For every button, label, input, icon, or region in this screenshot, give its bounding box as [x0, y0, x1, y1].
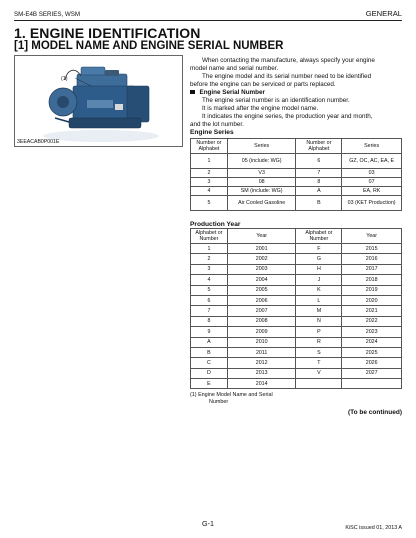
table-cell: 8	[296, 178, 342, 187]
table-cell: 2010	[227, 337, 296, 347]
figure-legend-line: Number	[209, 399, 229, 405]
table-cell: 2015	[342, 244, 402, 254]
table-cell: M	[296, 306, 342, 316]
production-year-heading: Production Year	[190, 221, 241, 228]
table-row	[191, 254, 402, 264]
table-cell: 2024	[342, 337, 402, 347]
engine-series-heading: Engine Series	[190, 129, 234, 136]
table-cell: 2014	[227, 379, 296, 389]
table-header: Series	[342, 139, 402, 154]
table-cell: 2009	[227, 327, 296, 337]
table-cell: A	[191, 337, 228, 347]
table-cell: C	[191, 358, 228, 368]
table-cell: T	[296, 358, 342, 368]
header-manual-title: SM-E4B SERIES, WSM	[14, 11, 81, 18]
table-cell: 2026	[342, 358, 402, 368]
table-cell: 3	[191, 264, 228, 274]
table-cell: H	[296, 264, 342, 274]
table-cell: 2005	[227, 285, 296, 295]
table-row	[191, 264, 402, 274]
figure-callout: (1)	[61, 76, 68, 82]
table-cell: 9	[191, 327, 228, 337]
table-cell: R	[296, 337, 342, 347]
table-cell: 5	[191, 196, 228, 211]
table-row	[191, 327, 402, 337]
intro-line: When contacting the manufacture, always specify your engine	[202, 57, 375, 64]
table-cell: N	[296, 316, 342, 326]
table-row	[191, 285, 402, 295]
table-cell: B	[296, 196, 342, 211]
table-row	[191, 358, 402, 368]
table-cell: 2	[191, 254, 228, 264]
table-cell: J	[296, 275, 342, 285]
table-cell: 2008	[227, 316, 296, 326]
table-cell: 2023	[342, 327, 402, 337]
table-cell: 2006	[227, 295, 296, 305]
table-row	[191, 196, 402, 211]
table-header: Number or Alphabet	[296, 139, 342, 154]
table-header: Alphabet or Number	[296, 229, 342, 244]
chapter-title: 1. ENGINE IDENTIFICATION	[14, 25, 201, 41]
table-cell: 03 (KET Production)	[342, 196, 402, 211]
table-cell	[342, 379, 402, 389]
table-row	[191, 244, 402, 254]
table-cell: 08	[227, 178, 296, 187]
table-cell: 2003	[227, 264, 296, 274]
table-cell: 2017	[342, 264, 402, 274]
table-cell: EA, RK	[342, 187, 402, 196]
table-cell: Air Cooled Gasoline	[227, 196, 296, 211]
table-cell: 6	[296, 154, 342, 169]
engine-figure	[14, 55, 183, 147]
table-cell: 2020	[342, 295, 402, 305]
serial-text-line: It indicates the engine series, the production year and month,	[202, 113, 373, 120]
engine-illustration	[15, 56, 183, 147]
table-cell: 2013	[227, 368, 296, 378]
table-row	[191, 169, 402, 178]
engine-series-table	[190, 138, 402, 211]
page-header	[14, 8, 402, 20]
serial-text-line: It is marked after the engine model name.	[202, 105, 319, 112]
table-cell: P	[296, 327, 342, 337]
table-cell: 2002	[227, 254, 296, 264]
table-cell: V3	[227, 169, 296, 178]
serial-number-heading: Engine Serial Number	[190, 89, 265, 96]
intro-line: The engine model and its serial number need to be identified	[202, 73, 372, 80]
intro-line: model name and serial number.	[190, 65, 279, 72]
table-header: Year	[227, 229, 296, 244]
table-cell: 2027	[342, 368, 402, 378]
table-cell: 2025	[342, 347, 402, 357]
table-cell: 1	[191, 154, 228, 169]
table-cell: 03	[342, 169, 402, 178]
table-cell: K	[296, 285, 342, 295]
table-cell: 1	[191, 244, 228, 254]
table-cell: S	[296, 347, 342, 357]
table-header: Series	[227, 139, 296, 154]
continued-label: (To be continued)	[347, 409, 402, 416]
table-cell: D	[191, 368, 228, 378]
figure-legend	[190, 392, 273, 406]
table-cell: 6	[191, 295, 228, 305]
table-cell: 2012	[227, 358, 296, 368]
table-cell: 5	[191, 285, 228, 295]
table-row	[191, 306, 402, 316]
table-row	[191, 337, 402, 347]
table-cell: 2016	[342, 254, 402, 264]
table-cell: 3	[191, 178, 228, 187]
table-header: Year	[342, 229, 402, 244]
table-row	[191, 295, 402, 305]
table-cell: F	[296, 244, 342, 254]
table-cell: A	[296, 187, 342, 196]
table-cell: 2001	[227, 244, 296, 254]
table-row	[191, 379, 402, 389]
table-cell: 7	[296, 169, 342, 178]
table-header: Alphabet or Number	[191, 229, 228, 244]
table-row	[191, 316, 402, 326]
table-cell: 2021	[342, 306, 402, 316]
section-title: [1] MODEL NAME AND ENGINE SERIAL NUMBER	[14, 40, 284, 52]
table-cell: 2007	[227, 306, 296, 316]
table-cell: 2011	[227, 347, 296, 357]
table-row	[191, 187, 402, 196]
table-cell: 4	[191, 275, 228, 285]
table-row	[191, 178, 402, 187]
table-cell: 7	[191, 306, 228, 316]
table-cell: 2018	[342, 275, 402, 285]
page-number: G-1	[202, 519, 214, 528]
table-cell: 4	[191, 187, 228, 196]
table-cell: G	[296, 254, 342, 264]
table-row	[191, 154, 402, 169]
issue-footer: KiSC issued 01, 2013 A	[345, 525, 402, 531]
figure-legend-line: (1) Engine Model Name and Serial	[190, 392, 273, 398]
table-row	[191, 347, 402, 357]
table-cell: GZ, OC, AC, EA, E	[342, 154, 402, 169]
table-row	[191, 275, 402, 285]
production-year-table	[190, 228, 402, 389]
intro-line: before the engine can be serviced or parts replaced.	[190, 81, 336, 88]
table-row	[191, 368, 402, 378]
table-cell: E	[191, 379, 228, 389]
table-cell: 05 (include: WG)	[227, 154, 296, 169]
table-cell: B	[191, 347, 228, 357]
figure-code: 3EEACAB0P001E	[17, 139, 60, 145]
header-rule	[14, 20, 402, 21]
table-cell: 2	[191, 169, 228, 178]
header-section-name: GENERAL	[365, 9, 402, 18]
table-header: Number or Alphabet	[191, 139, 228, 154]
table-cell: L	[296, 295, 342, 305]
table-cell: V	[296, 368, 342, 378]
table-cell: SM (include: WG)	[227, 187, 296, 196]
table-cell	[296, 379, 342, 389]
table-cell: 07	[342, 178, 402, 187]
table-cell: 2022	[342, 316, 402, 326]
table-cell: 2004	[227, 275, 296, 285]
serial-text-line: The engine serial number is an identification number.	[202, 97, 350, 104]
table-cell: 8	[191, 316, 228, 326]
serial-text-line: and the lot number.	[190, 121, 244, 128]
table-cell: 2019	[342, 285, 402, 295]
